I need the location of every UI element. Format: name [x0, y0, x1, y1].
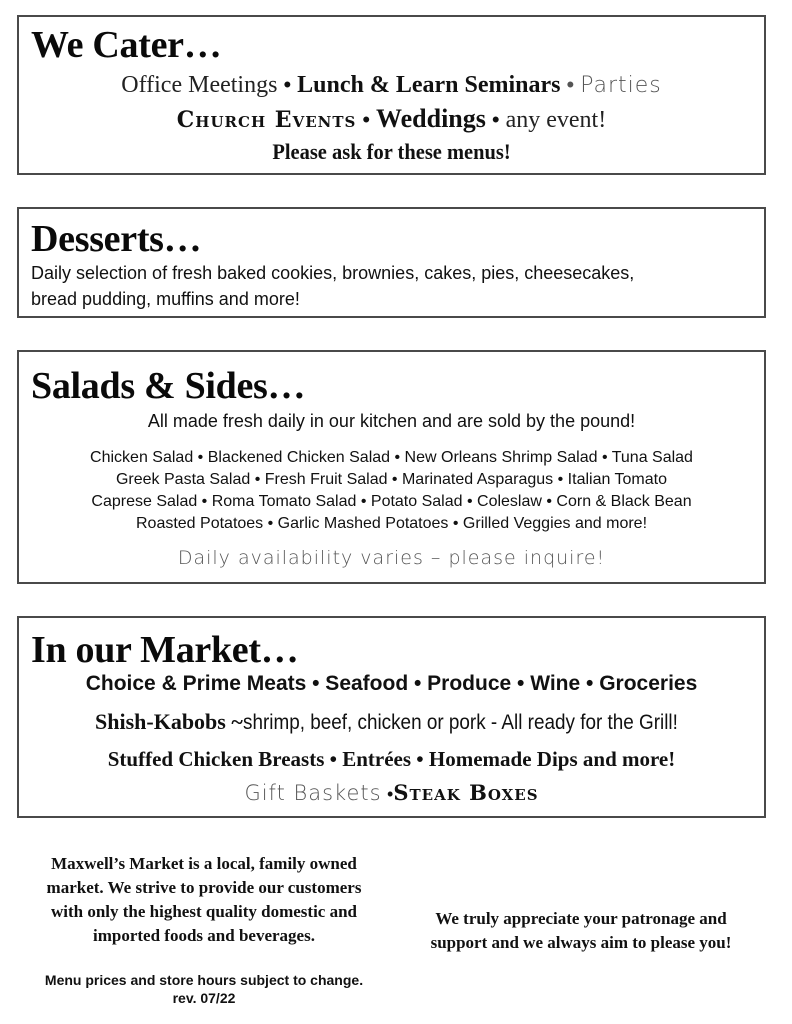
catering-any-event: any event!	[505, 107, 607, 133]
salads-item-line-2: Greek Pasta Salad • Fresh Fruit Salad • Marinated Asparagus • Italian Tomato	[115, 471, 667, 488]
salads-subheading: All made fresh daily in our kitchen and are sold by the pound!	[147, 411, 636, 431]
about-line-3: with only the highest quality domestic and	[50, 902, 358, 921]
catering-office-meetings: Office Meetings	[121, 72, 278, 98]
bullet-separator: •	[283, 72, 292, 97]
desserts-line-1: Daily selection of fresh baked cookies, brownies, cakes, pies, cheesecakes,	[31, 263, 635, 283]
salads-item-line-4: Roasted Potatoes • Garlic Mashed Potatoes • Grilled Veggies and more!	[135, 515, 648, 532]
catering-lunch-learn: Lunch & Learn Seminars	[297, 72, 561, 98]
market-line-2	[19, 707, 764, 738]
about-line-4: imported foods and beverages.	[93, 926, 315, 945]
about-line-2: market. We strive to provide our customers	[46, 878, 362, 897]
catering-parties: Parties	[580, 73, 662, 98]
catering-church-events: Church Events	[176, 107, 357, 133]
salads-availability-note: Daily availability varies – please inquire!	[177, 547, 606, 569]
catering-section	[17, 15, 766, 175]
catering-line-2	[19, 104, 764, 135]
bullet-separator: •	[566, 72, 575, 97]
catering-line-1	[19, 70, 764, 101]
market-steak-boxes: Steak Boxes	[393, 780, 539, 805]
revision-date: rev. 07/22	[172, 990, 236, 1006]
market-line-1: Choice & Prime Meats • Seafood • Produce • Wine • Groceries	[85, 672, 698, 695]
salads-heading: Salads & Sides…	[31, 365, 306, 407]
desserts-section	[17, 207, 766, 318]
bullet-separator: •	[387, 784, 394, 804]
desserts-heading: Desserts…	[31, 218, 202, 260]
thanks-line-2: support and we always aim to please you!	[430, 933, 732, 952]
market-gift-baskets: Gift Baskets	[244, 781, 382, 805]
bullet-separator: •	[362, 107, 371, 132]
market-line-3: Stuffed Chicken Breasts • Entrées • Homemade Dips and more!	[107, 747, 676, 771]
about-maxwells-market	[14, 852, 394, 948]
catering-heading: We Cater…	[31, 24, 222, 66]
salads-item-line-3: Caprese Salad • Roma Tomato Salad • Potato Salad • Coleslaw • Corn & Black Bean	[91, 493, 692, 510]
bullet-separator: •	[491, 107, 500, 132]
desserts-line-2: bread pudding, muffins and more!	[31, 289, 300, 309]
footer-disclaimer	[14, 971, 394, 1007]
thanks-line-1: We truly appreciate your patronage and	[435, 909, 727, 928]
salads-item-line-1: Chicken Salad • Blackened Chicken Salad • New Orleans Shrimp Salad • Tuna Salad	[90, 449, 693, 466]
catering-weddings: Weddings	[376, 104, 486, 133]
market-line-4	[19, 778, 764, 809]
catering-ask-menus: Please ask for these menus!	[272, 139, 511, 164]
about-line-1: Maxwell’s Market is a local, family owned	[51, 854, 357, 873]
market-section	[17, 616, 766, 818]
market-shish-kabobs-detail: shrimp, beef, chicken or pork - All ready for the Grill!	[242, 711, 678, 734]
market-shish-kabobs: Shish-Kabobs ~	[95, 709, 243, 734]
desserts-description	[31, 260, 634, 312]
thanks-message	[396, 907, 766, 955]
market-heading: In our Market…	[31, 629, 299, 671]
disclaimer-text: Menu prices and store hours subject to change.	[44, 972, 364, 988]
salads-sides-section	[17, 350, 766, 584]
